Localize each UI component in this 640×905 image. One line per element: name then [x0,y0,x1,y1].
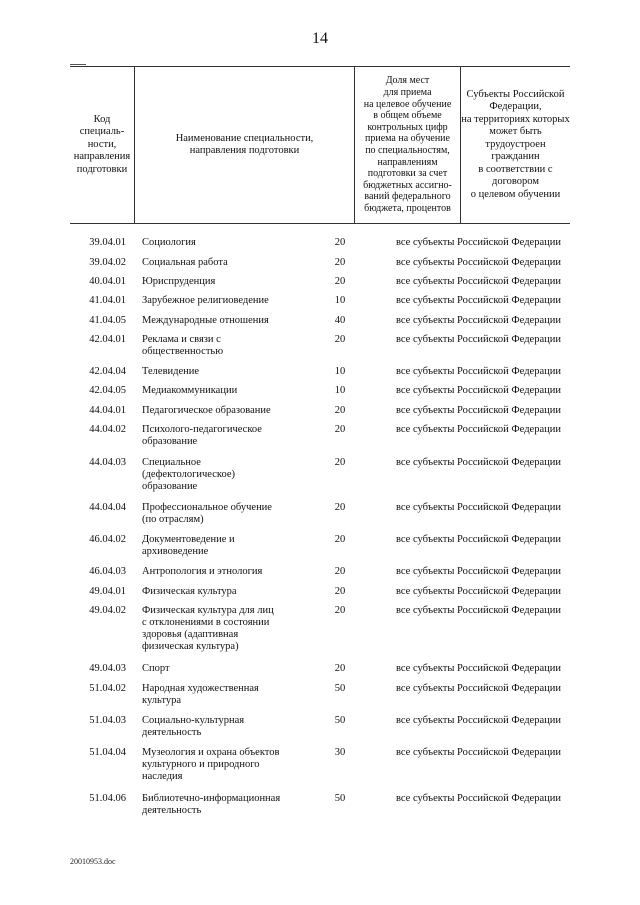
row-share: 40 [334,315,346,326]
row-code: 49.04.03 [89,663,126,674]
row-code: 42.04.05 [89,385,126,396]
row-code: 51.04.03 [89,715,126,726]
row-name: Физическая культура [142,586,237,597]
row-share: 20 [334,457,346,468]
row-code: 49.04.02 [89,605,126,616]
row-share: 10 [334,366,346,377]
row-share: 20 [334,566,346,577]
row-name: Социология [142,237,196,248]
row-name: Зарубежное религиоведение [142,295,269,306]
row-regions: все субъекты Российской Федерации [396,605,561,616]
row-regions: все субъекты Российской Федерации [396,586,561,597]
row-code: 46.04.03 [89,566,126,577]
row-name: Специальное (дефектологическое) образование [142,457,235,492]
row-name: Народная художественная культура [142,683,259,706]
row-code: 40.04.01 [89,276,126,287]
row-code: 44.04.02 [89,424,126,435]
row-regions: все субъекты Российской Федерации [396,715,561,726]
row-name: Социальная работа [142,257,228,268]
row-regions: все субъекты Российской Федерации [396,424,561,435]
row-name: Антропология и этнология [142,566,263,577]
row-share: 50 [334,793,346,804]
row-share: 10 [334,385,346,396]
row-regions: все субъекты Российской Федерации [396,295,561,306]
row-name: Социально-культурная деятельность [142,715,245,738]
row-code: 44.04.03 [89,457,126,468]
row-name: Психолого-педагогическое образование [142,424,262,447]
row-regions: все субъекты Российской Федерации [396,502,561,513]
row-regions: все субъекты Российской Федерации [396,405,561,416]
row-code: 49.04.01 [89,586,126,597]
row-code: 51.04.06 [89,793,126,804]
row-code: 39.04.02 [89,257,126,268]
header-name-label: Наименование специальности, направления подготовки [175,132,314,156]
row-share: 20 [334,502,346,513]
row-name: Спорт [142,663,170,674]
row-code: 42.04.01 [89,334,126,345]
row-name: Физическая культура для лиц с отклонениями в состоянии здоровья (адаптивная физическая культура) [142,605,274,652]
row-code: 44.04.01 [89,405,126,416]
row-regions: все субъекты Российской Федерации [396,534,561,545]
row-regions: все субъекты Российской Федерации [396,793,561,804]
row-share: 20 [334,405,346,416]
header-code-label: Код специаль- ности, направления подготовки [73,113,131,175]
header-regions-label: Субъекты Российской Федерации, на территориях которых может быть трудоустроен гражданин в соответствии с договором о целевом обучении [461,88,570,200]
row-name: Реклама и связи с общественностью [142,334,224,357]
row-name: Медиакоммуникации [142,385,238,396]
row-share: 20 [334,276,346,287]
row-code: 41.04.01 [89,295,126,306]
row-name: Международные отношения [142,315,269,326]
row-share: 20 [334,424,346,435]
row-code: 39.04.01 [89,237,126,248]
row-name: Профессиональное обучение (по отраслям) [142,502,272,525]
row-regions: все субъекты Российской Федерации [396,276,561,287]
row-regions: все субъекты Российской Федерации [396,315,561,326]
row-regions: все субъекты Российской Федерации [396,334,561,345]
row-regions: все субъекты Российской Федерации [396,237,561,248]
row-name: Телевидение [142,366,200,377]
header-share-label: Доля мест для приема на целевое обучение в общем объеме контрольных цифр приема на обучение по специальностям, направлениям подготовки за счет бюджетных ассигно- ваний федерального бюджета, процентов [363,75,452,214]
row-regions: все субъекты Российской Федерации [396,385,561,396]
row-regions: все субъекты Российской Федерации [396,566,561,577]
row-share: 20 [334,605,346,616]
row-share: 20 [334,334,346,345]
page-number: 14 [312,30,328,47]
row-regions: все субъекты Российской Федерации [396,747,561,758]
row-name: Юриспруденция [142,276,216,287]
row-share: 20 [334,534,346,545]
row-regions: все субъекты Российской Федерации [396,457,561,468]
row-code: 42.04.04 [89,366,126,377]
row-share: 10 [334,295,346,306]
row-name: Педагогическое образование [142,405,271,416]
row-share: 20 [334,586,346,597]
row-share: 20 [334,257,346,268]
row-share: 50 [334,715,346,726]
footer-filename: 20010953.doc [70,857,116,866]
row-share: 20 [334,663,346,674]
row-code: 44.04.04 [89,502,126,513]
row-regions: все субъекты Российской Федерации [396,257,561,268]
row-code: 51.04.02 [89,683,126,694]
row-code: 46.04.02 [89,534,126,545]
row-regions: все субъекты Российской Федерации [396,366,561,377]
row-code: 41.04.05 [89,315,126,326]
row-regions: все субъекты Российской Федерации [396,663,561,674]
row-share: 50 [334,683,346,694]
row-share: 30 [334,747,346,758]
row-share: 20 [334,237,346,248]
row-code: 51.04.04 [89,747,126,758]
row-name: Документоведение и архивоведение [142,534,235,557]
row-name: Библиотечно-информационная деятельность [142,793,281,816]
row-regions: все субъекты Российской Федерации [396,683,561,694]
row-name: Музеология и охрана объектов культурного и природного наследия [142,747,280,782]
